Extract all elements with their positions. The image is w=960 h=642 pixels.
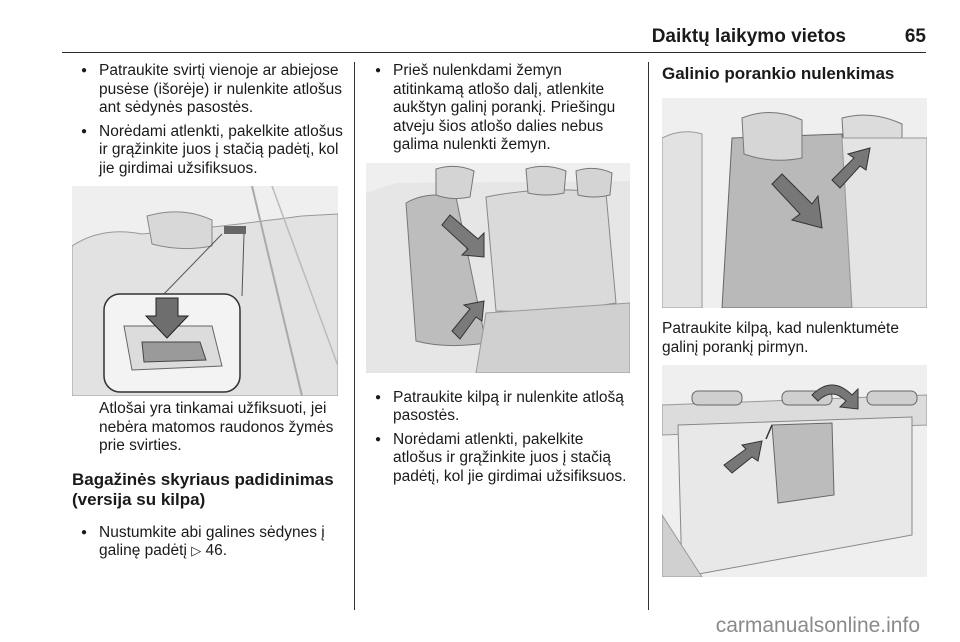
bullet-item: ● Norėdami atlenkti, pakelkite atlošus ir grąžinkite juos į stačią padėtį, kol jie girdimai užsifiksuos.	[72, 123, 346, 179]
bullet-item	[72, 524, 346, 561]
page-reference[interactable]: 46.	[205, 542, 228, 559]
column-3	[662, 62, 927, 577]
column-divider	[354, 62, 355, 610]
watermark: carmanualsonline.info	[715, 614, 920, 637]
column-divider	[648, 62, 649, 610]
bullet-item: ● Patraukite kilpą ir nulenkite atlošą pasostės.	[366, 389, 634, 426]
arrow-ref-icon: ▷	[191, 543, 202, 558]
bullet-item: ● Patraukite svirtį vienoje ar abiejose pusėse (išorėje) ir nulenkite atlošus ant sėdynės pasostės.	[72, 62, 346, 118]
seat-lever-illustration	[72, 186, 338, 396]
armrest-fold-illustration	[662, 365, 927, 577]
figure-caption: Patraukite kilpą, kad nulenktumėte galinį porankį pirmyn.	[662, 320, 899, 356]
page-number: 65	[904, 26, 926, 47]
section-heading: Bagažinės skyriaus padidinimas (versija su kilpa)	[72, 469, 334, 509]
bullet-item: ● Prieš nulenkdami žemyn atitinkamą atlošo dalį, atlenkite aukštyn galinį porankį. Priešingu atveju šios atlošo dalies nebus galima nulenkti žemyn.	[366, 62, 634, 155]
bullet-text: Nustumkite abi galines sėdynes į galinę padėtį	[99, 523, 325, 559]
armrest-illustration	[662, 98, 927, 308]
section-title: Daiktų laikymo vietos	[651, 26, 846, 47]
section-heading: Galinio porankio nulenkimas	[662, 64, 895, 83]
bullet-item: ● Norėdami atlenkti, pakelkite atlošus ir grąžinkite juos į stačią padėtį, kol jie girdimai užsifiksuos.	[366, 431, 634, 487]
rear-seat-illustration	[366, 163, 630, 373]
column-2	[366, 62, 634, 491]
page-header	[62, 22, 926, 53]
figure-caption: Atlošai yra tinkamai užfiksuoti, jei nebėra matomos raudonos žymės prie svirties.	[99, 400, 334, 454]
column-1	[72, 62, 346, 566]
